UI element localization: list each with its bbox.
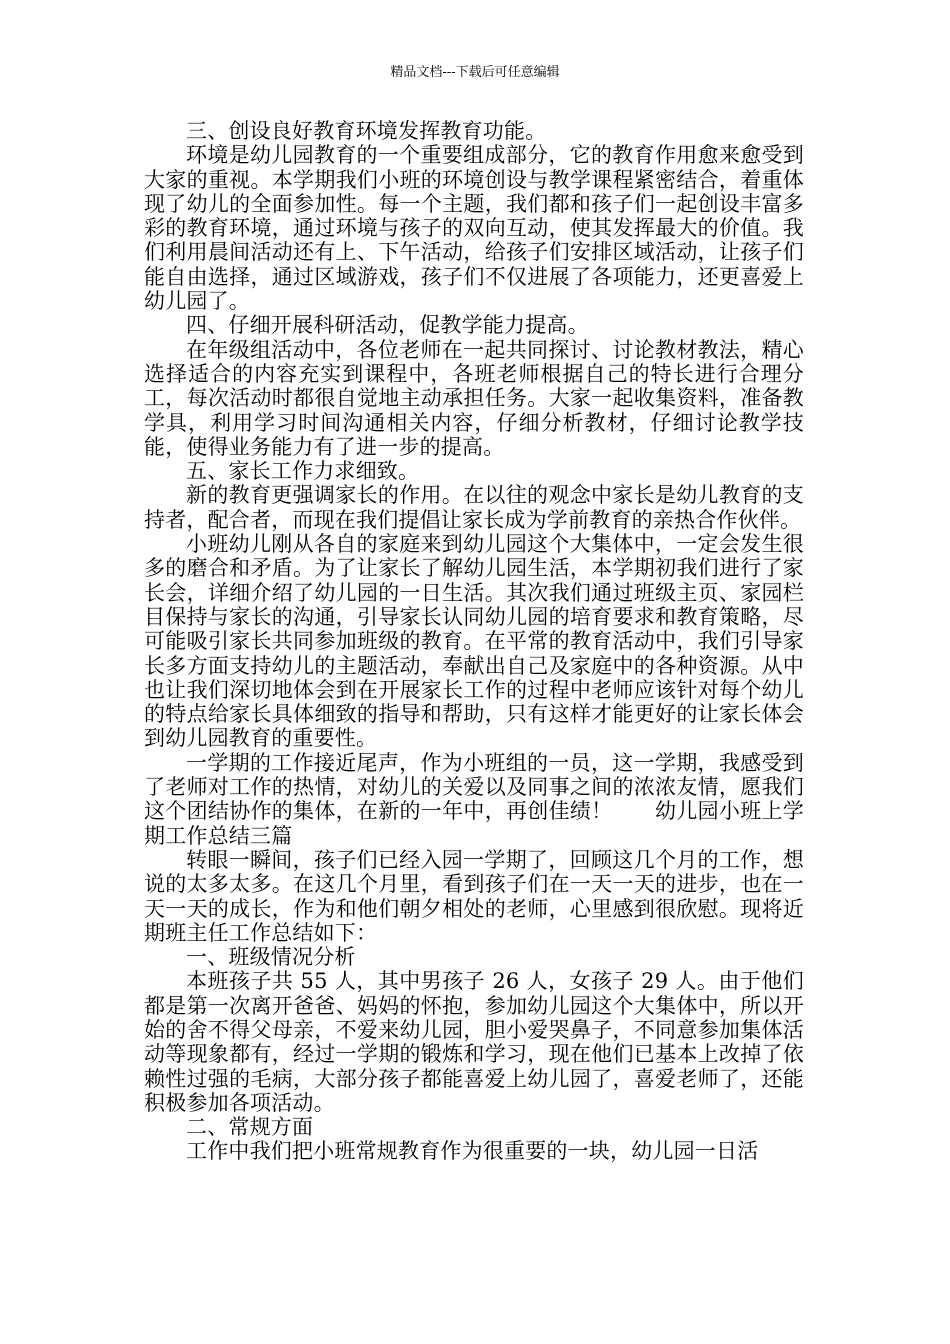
section-heading-routine: 二、常规方面 — [186, 1115, 314, 1140]
section-heading-environment: 三、创设良好教育环境发挥教育功能。 — [186, 119, 547, 143]
paragraph-research: 在年级组活动中，各位老师在一起共同探讨、讨论教材教法，精心选择适合的内容充实到课程中，各班老师根据自己的特长进行合理分工，每次活动时都很自觉地主动承担任务。大家一起收集资料，准备教学具，利用学习时间沟通相关内容，仔细分析教材，仔细讨论教学技能，使得业务能力有了进一步的提高。 — [144, 337, 804, 459]
paragraph-intro-summary: 转眼一瞬间，孩子们已经入园一学期了，回顾这几个月的工作，想说的太多太多。在这几个月里，看到孩子们在一天一天的进步，也在一天一天的成长，作为和他们朝夕相处的老师，心里感到很欣慰。现将近期班主任工作总结如下： — [144, 847, 804, 945]
paragraph-class-analysis: 本班孩子共 55 人，其中男孩子 26 人，女孩子 29 人。由于他们都是第一次离开爸爸、妈妈的怀抱，参加幼儿园这个大集体中，所以开始的舍不得父母亲，不爱来幼儿园，胆小爱哭鼻子，不同意参加集体活动等现象都有，经过一学期的锻炼和学习，现在他们已基本上改掉了依赖性过强的毛病，大部分孩子都能喜爱上幼儿园了，喜爱老师了，还能积极参加各项活动。 — [144, 969, 804, 1115]
section-heading-research: 四、仔细开展科研活动，促教学能力提高。 — [186, 313, 589, 338]
paragraph-parents-role: 新的教育更强调家长的作用。在以往的观念中家长是幼儿教育的支持者，配合者，而现在我们提倡让家长成为学前教育的亲热合作伙伴。 — [144, 483, 804, 532]
paragraph-routine: 工作中我们把小班常规教育作为很重要的一块，幼儿园一日活 — [186, 1139, 759, 1164]
section-heading-class-analysis: 一、班级情况分析 — [186, 945, 356, 970]
paragraph-parents-work: 小班幼儿刚从各自的家庭来到幼儿园这个大集体中，一定会发生很多的磨合和矛盾。为了让家长了解幼儿园生活，本学期初我们进行了家长会，详细介绍了幼儿园的一日生活。其次我们通过班级主页、家园栏目保持与家长的沟通，引导家长认同幼儿园的培育要求和教育策略，尽可能吸引家长共同参加班级的教育。在平常的教育活动中，我们引导家长多方面支持幼儿的主题活动，奉献出自己及家庭中的各种资源。从中也让我们深切地体会到在开展家长工作的过程中老师应该针对每个幼儿的特点给家长具体细致的指导和帮助，只有这样才能更好的让家长体会到幼儿园教育的重要性。 — [144, 532, 804, 751]
paragraph-environment: 环境是幼儿园教育的一个重要组成部分，它的教育作用愈来愈受到大家的重视。本学期我们小班的环境创设与教学课程紧密结合，着重体现了幼儿的全面参加性。每一个主题，我们都和孩子们一起创设丰富多彩的教育环境，通过环境与孩子的双向互动，使其发挥最大的价值。我们利用晨间活动还有上、下午活动，给孩子们安排区域活动，让孩子们能自由选择，通过区域游戏，孩子们不仅进展了各项能力，还更喜爱上幼儿园了。 — [144, 143, 804, 314]
page-header: 精品文档---下载后可任意编辑 — [390, 65, 560, 80]
document-body — [144, 119, 804, 1164]
paragraph-closing: 一学期的工作接近尾声，作为小班组的一员，这一学期，我感受到了老师对工作的热情，对幼儿的关爱以及同事之间的浓浓友情，愿我们这个团结协作的集体，在新的一年中，再创佳绩！ 幼儿园小班上学期工作总结三篇 — [144, 750, 804, 848]
section-heading-parents: 五、家长工作力求细致。 — [186, 459, 420, 484]
